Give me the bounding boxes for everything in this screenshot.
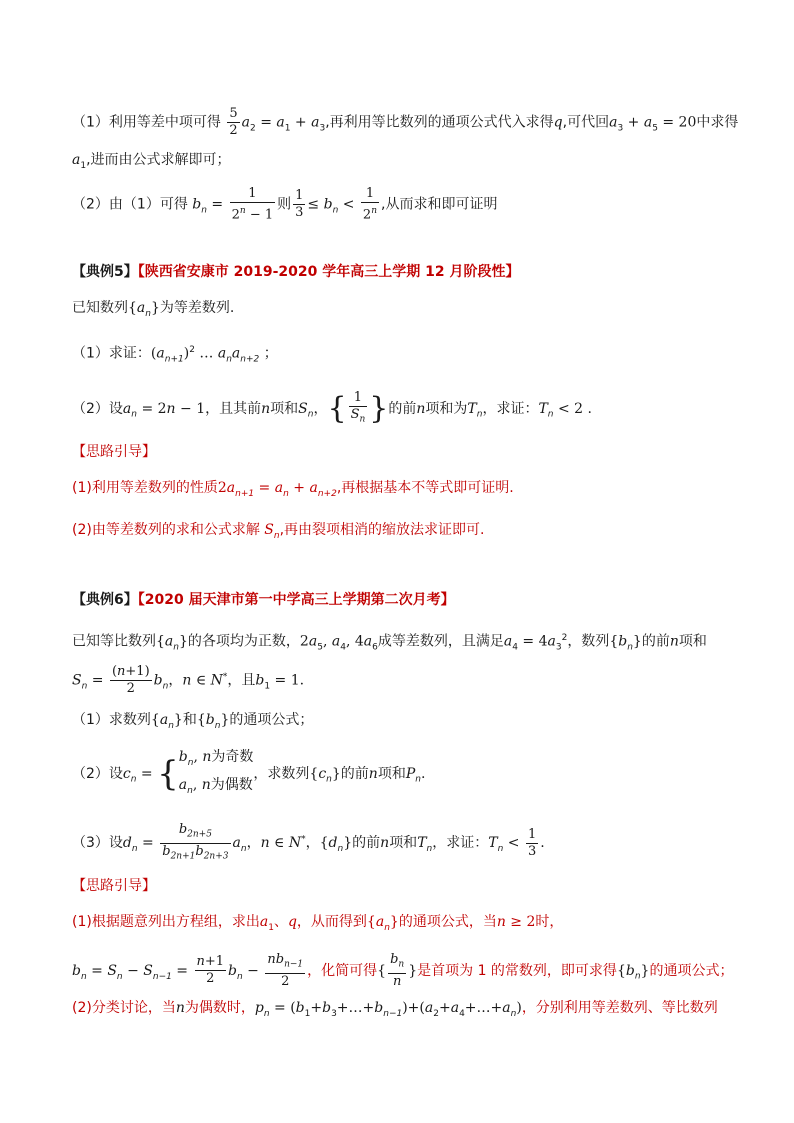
example5-guide-heading: 【思路引导】 [72,444,156,460]
hint-line-1: （1）利用等差中项可得 $\frac{5}{2}$ $a_2 = a_1 + a_3$,再利用等比数列的通项公式代入求得q,可代回$a_3 + a_5 = 20$中求得 [72,106,739,138]
example5-intro: 已知数列$\{a_n\}$为等差数列. [72,300,235,319]
hint-line-3: （2）由（1）可得 $b_n$ = $\frac{1}{2^n - 1}$ 则 $\frac{1}{3}$ ≤ $b_n$ < $\frac{1}{2^n}$ ,从而求和即可证明 [72,186,498,223]
example6-q1: （1）求数列$\{a_n\}$和$\{b_n\}$的通项公式； [72,712,314,731]
example5-q1: （1）求证：$(a_{n+1})^2$ … $a_na_{n+2}$ ； [72,345,278,365]
example5-guide-2: (2)由等差数列的求和公式求解 $S_n$,再由裂项相消的缩放法求证即可. [72,522,485,541]
example6-heading: 【典例6】【2020 届天津市第一中学高三上学期第二次月考】 [72,592,455,608]
example5-heading: 【典例5】【陕西省安康市 2019-2020 学年高三上学期 12 月阶段性】 [72,264,520,280]
example6-guide-2: $b_n = S_n - S_{n-1}$ = $\frac{n+1}{2}$ $b_n$ − $\frac{nb_{n-1}}{2}$ ，化简可得{ $\frac{b_n}{n}$ }是首项为 1 的常数列，即可求得$\{b_n\}$的通项公式； [72,952,734,989]
example6-guide-3: (2)分类讨论，当n为偶数时，$p_n$ = $(b_1+b_3+\dots+b_{n-1})+(a_2+a_4+\dots+a_n)$，分别利用等差数列、等比数列 [72,1000,718,1019]
example6-sn-formula: $S_n$ = $\frac{(n+1)}{2}$ $b_n$，n ∈ N*，且$b_1 = 1$. [72,664,305,696]
example6-q2: （2）设$c_n$ = { $b_n$, n为奇数 $a_n$, n为偶数 ，求数列$\{c_n\}$的前n项和$P_n$. [72,746,425,802]
fraction-5-2: $\frac{5}{2}$ [229,106,238,138]
hint-line-2: $a_1$,进而由公式求解即可； [72,152,231,171]
example6-intro: 已知等比数列$\{a_n\}$的各项均为正数，$2a_5$, $a_4$, $4a_6$成等差数列，且满足$a_4 = 4a_3^2$，数列$\{b_n\}$的前n项和 [72,633,707,653]
fraction-1-over-2n-1: $\frac{1}{2^n - 1}$ [231,186,274,223]
example6-guide-heading: 【思路引导】 [72,878,156,894]
example6-guide-1: (1)根据题意列出方程组，求出$a_1$、q，从而得到$\{a_n\}$的通项公式，当n ≥ 2时， [72,914,564,933]
example5-q2: （2）设$a_n = 2n - 1$，且其前n项和$S_n$，{ $\frac{1}{S_n}$ }的前n项和为$T_n$，求证：$T_n < 2$ . [72,390,592,426]
example6-q3: （3）设$d_n$ = $\frac{b_{2n+5}}{b_{2n+1}b_{2n+3}}$ $a_n$，n ∈ N*，$\{d_n\}$的前n项和$T_n$，求证：$T_n$ < $\frac{1}{3}$ . [72,822,545,862]
example5-guide-1: (1)利用等差数列的性质$2a_{n+1} = a_n + a_{n+2}$,再根据基本不等式即可证明. [72,480,514,499]
piecewise-cases: $b_n$, n为奇数 $a_n$, n为偶数 [178,749,254,796]
